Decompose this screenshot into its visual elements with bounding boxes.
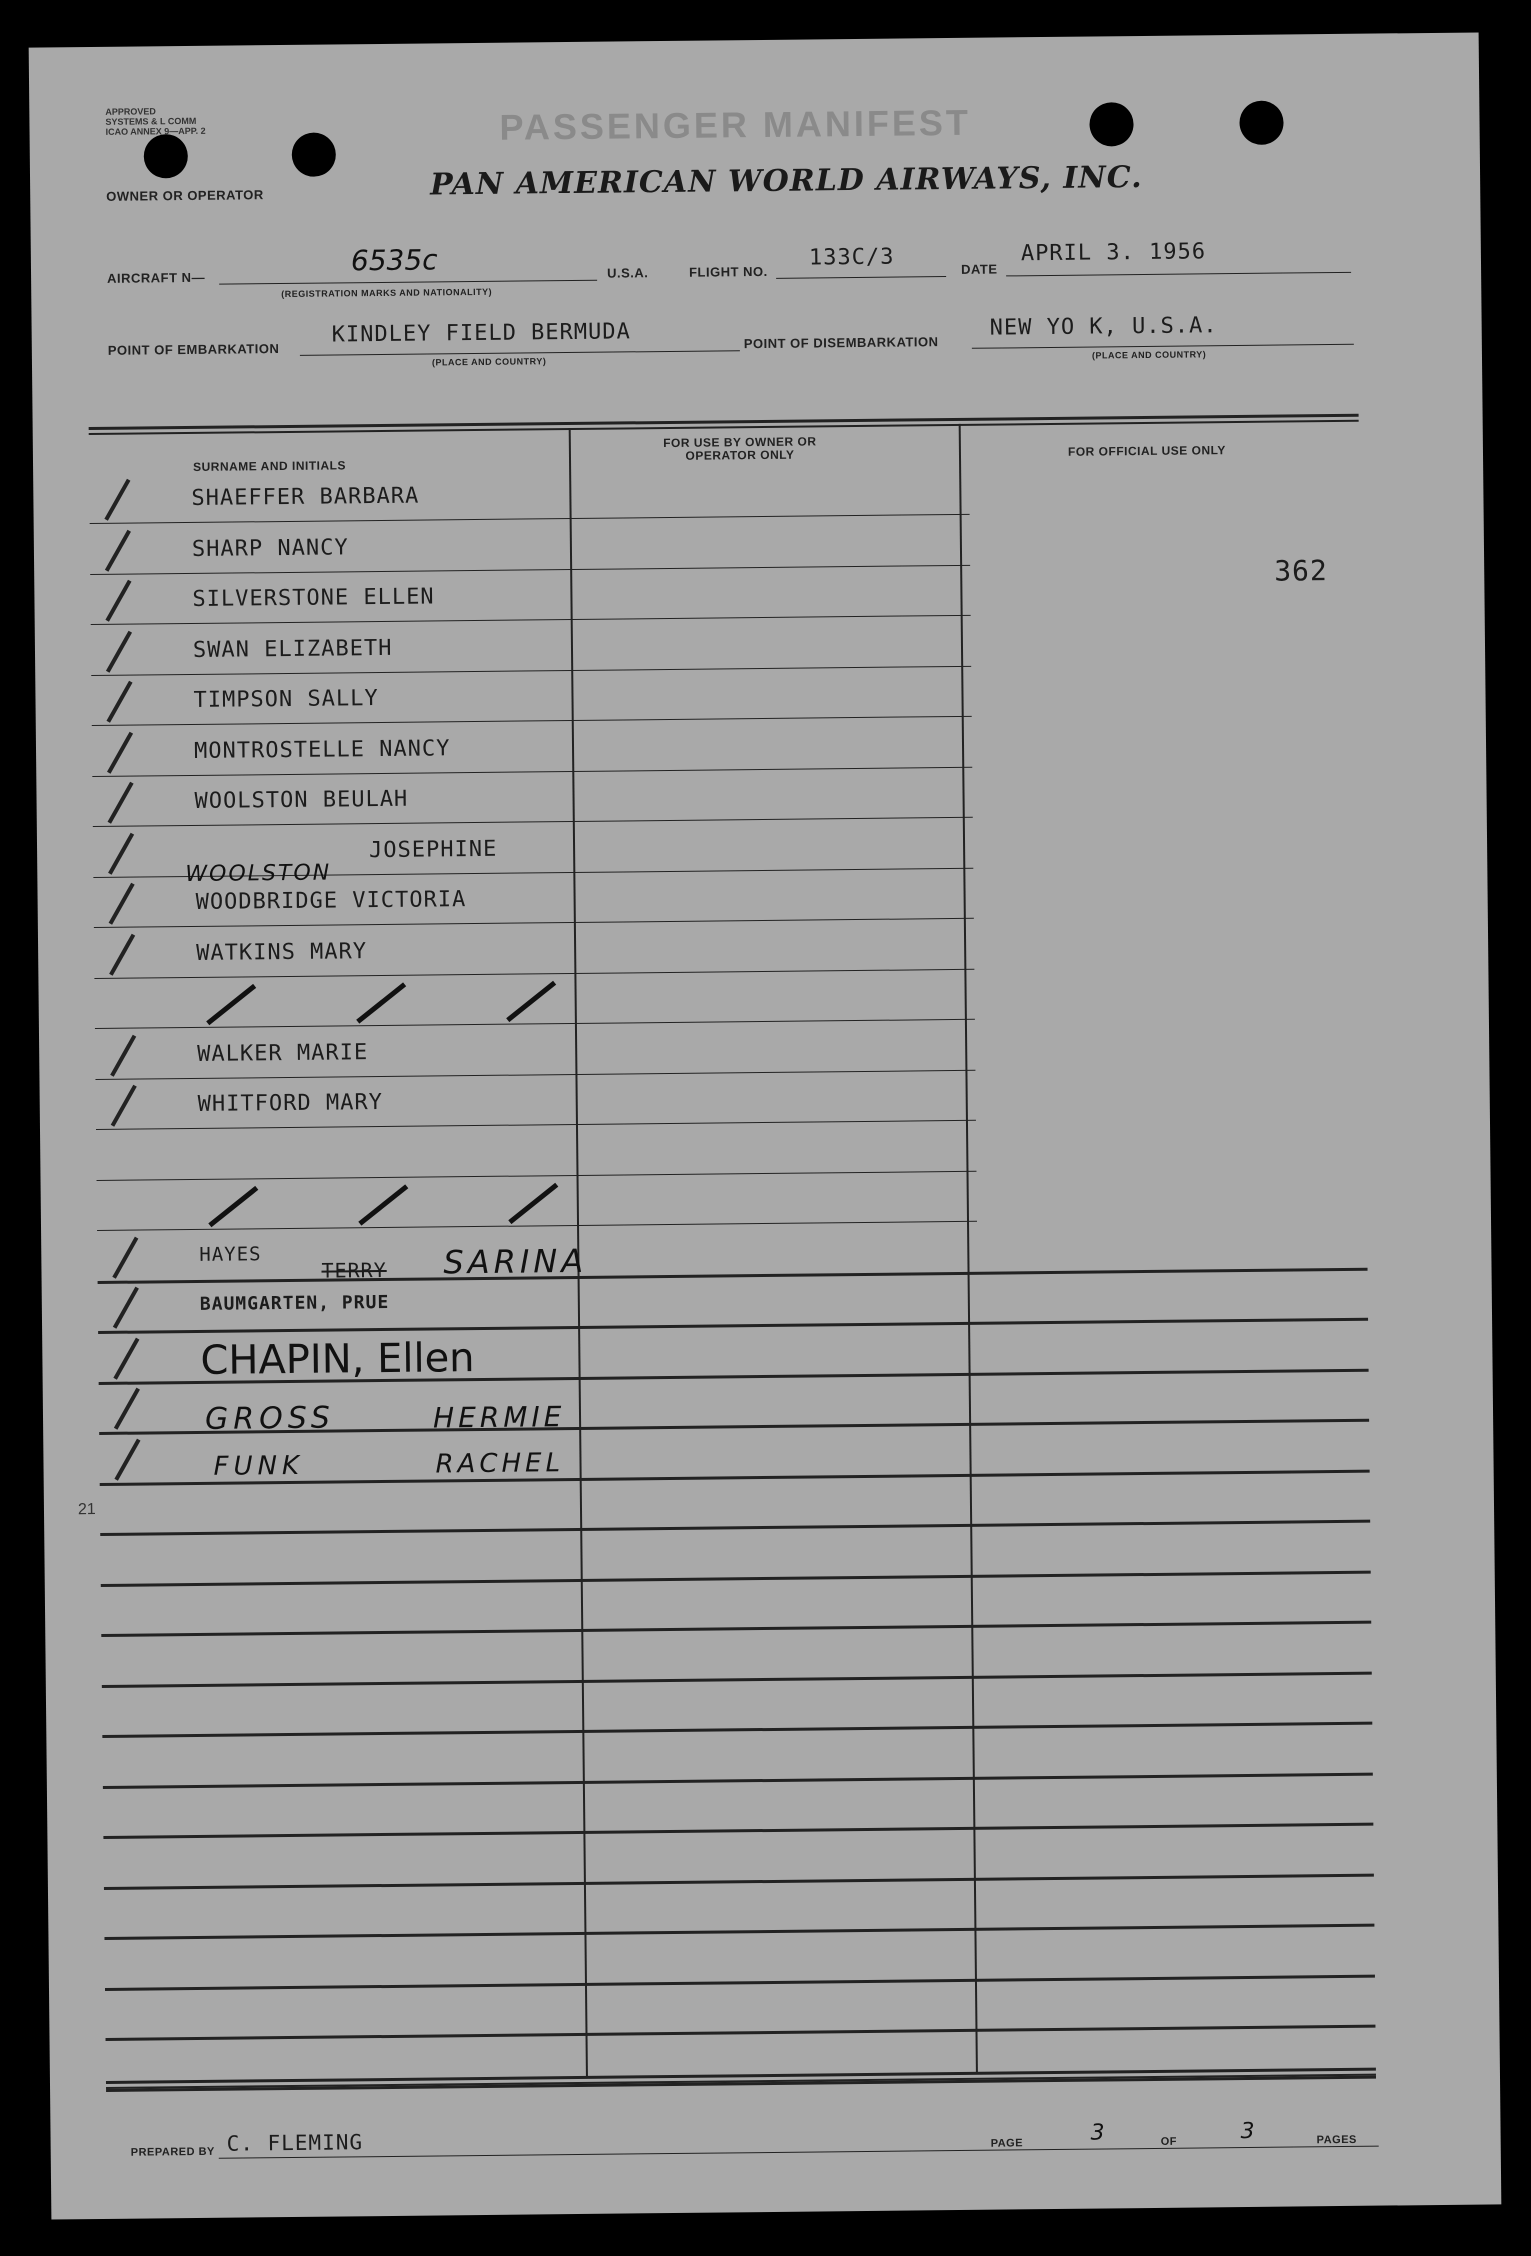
page-value: 3 — [1090, 2120, 1105, 2146]
check-mark — [112, 1237, 138, 1279]
check-mark — [113, 1287, 139, 1329]
cross-out-mark — [508, 1183, 558, 1224]
row-rule — [96, 1120, 976, 1130]
passenger-name: JOSEPHINE — [368, 836, 498, 864]
row-rule — [100, 1520, 1370, 1536]
passenger-name: SWAN ELIZABETH — [192, 635, 393, 663]
row-rule — [98, 1268, 1368, 1284]
row-rule — [104, 1874, 1374, 1890]
date-underline — [1006, 272, 1351, 277]
passenger-name: MONTROSTELLE NANCY — [193, 736, 451, 764]
row-rule — [91, 615, 971, 625]
cross-out-mark — [206, 984, 256, 1025]
row-rule — [101, 1621, 1371, 1637]
disembarkation-label: POINT OF DISEMBARKATION — [743, 334, 939, 352]
row-rule — [105, 1975, 1375, 1991]
approval-note — [105, 106, 205, 137]
passenger-name: SILVERSTONE ELLEN — [192, 584, 435, 612]
check-mark — [109, 934, 135, 976]
passenger-name: WOOLSTON BEULAH — [194, 786, 409, 814]
disembarkation-value: NEW YO K, U.S.A. — [989, 313, 1218, 341]
of-value: 3 — [1240, 2118, 1255, 2145]
footer-underline — [219, 2146, 1379, 2159]
cross-out-mark — [208, 1186, 258, 1227]
row-rule — [106, 2025, 1376, 2041]
check-mark — [106, 631, 132, 673]
date-value: APRIL 3. 1956 — [1020, 239, 1207, 267]
approval-line: SYSTEMS & L COMM — [105, 115, 197, 127]
punch-hole — [292, 132, 336, 176]
check-mark — [114, 1388, 140, 1430]
hayes-struck-name: TERRY — [321, 1257, 387, 1283]
flight-label: FLIGHT NO. — [688, 263, 768, 280]
row-rule — [97, 1171, 977, 1181]
check-mark — [105, 580, 131, 622]
aircraft-underline — [219, 280, 597, 285]
punch-hole — [1239, 101, 1283, 145]
row-rule — [101, 1571, 1371, 1587]
row-rule — [102, 1672, 1372, 1688]
check-mark — [114, 1439, 140, 1481]
passenger-name: WALKER MARIE — [197, 1040, 369, 1067]
embarkation-label: POINT OF EMBARKATION — [107, 341, 280, 358]
aircraft-label: AIRCRAFT N— — [107, 269, 206, 286]
punch-hole — [144, 134, 188, 178]
passenger-name: SHARP NANCY — [191, 535, 349, 562]
prepared-by-label: PREPARED BY — [130, 2145, 215, 2159]
disembarkation-underline — [972, 344, 1354, 349]
flight-underline — [776, 276, 946, 279]
row-rule — [90, 565, 970, 575]
prepared-by-value: C. FLEMING — [226, 2130, 364, 2156]
row-rule — [102, 1722, 1372, 1738]
hayes-first-name: SARINA — [443, 1241, 588, 1282]
embarkation-caption: (PLACE AND COUNTRY) — [431, 356, 547, 368]
column-header-owner: FOR USE BY OWNER OR OPERATOR ONLY — [663, 434, 817, 463]
row-rule — [97, 1221, 977, 1231]
row-rule — [93, 817, 973, 827]
punch-hole — [1089, 102, 1133, 146]
passenger-name: WATKINS MARY — [196, 939, 368, 966]
aircraft-value: 6535c — [350, 243, 438, 278]
official-number: 362 — [1274, 554, 1328, 588]
row-rule — [98, 1318, 1368, 1334]
check-mark — [113, 1338, 139, 1380]
chapin-name: CHAPIN, Ellen — [200, 1335, 475, 1384]
passenger-name: BAUMGARTEN, PRUE — [199, 1291, 390, 1315]
row-number: 21 — [77, 1501, 96, 1519]
passenger-name: WOODBRIDGE VICTORIA — [195, 887, 467, 915]
manifest-sheet — [29, 32, 1502, 2219]
passenger-name: TIMPSON SALLY — [193, 686, 379, 713]
check-mark — [104, 479, 130, 521]
row-rules — [29, 32, 1479, 47]
of-label: OF — [1160, 2135, 1178, 2148]
funk-surname: FUNK — [213, 1450, 305, 1482]
gross-surname: GROSS — [204, 1400, 335, 1437]
check-marks — [29, 32, 1479, 47]
company-name: PAN AMERICAN WORLD AIRWAYS, INC. — [429, 159, 1143, 203]
row-rule — [90, 514, 970, 524]
check-mark — [110, 1035, 136, 1077]
funk-first-name: RACHEL — [435, 1448, 565, 1480]
handwritten-woolston: WOOLSTON — [185, 860, 332, 888]
check-mark — [105, 530, 131, 572]
cross-out-mark — [356, 982, 406, 1023]
owner-label: OWNER OR OPERATOR — [106, 187, 264, 204]
pages-label: PAGES — [1316, 2133, 1357, 2147]
passenger-name: WHITFORD MARY — [197, 1090, 384, 1117]
row-rule — [95, 1019, 975, 1029]
embarkation-value: KINDLEY FIELD BERMUDA — [331, 319, 631, 348]
row-rule — [91, 666, 971, 676]
usa-label: U.S.A. — [606, 265, 649, 281]
row-rule — [94, 969, 974, 979]
row-rule — [104, 1924, 1374, 1940]
column-header-surname: SURNAME AND INITIALS — [192, 458, 347, 474]
registration-caption: (REGISTRATION MARKS AND NATIONALITY) — [281, 286, 493, 300]
check-mark — [107, 732, 133, 774]
approval-line: APPROVED — [105, 106, 156, 117]
check-mark — [111, 1085, 137, 1127]
check-mark — [106, 681, 132, 723]
check-mark — [109, 883, 135, 925]
row-rule — [92, 716, 972, 726]
flight-value: 133C/3 — [808, 244, 895, 271]
cross-out-mark — [358, 1184, 408, 1225]
approval-line: ICAO ANNEX 9—APP. 2 — [105, 125, 206, 137]
gross-first-name: HERMIE — [432, 1400, 566, 1435]
cross-out-mark — [506, 981, 556, 1022]
passenger-name: HAYES — [199, 1243, 262, 1266]
embarkation-underline — [300, 350, 740, 356]
row-rule — [103, 1773, 1373, 1789]
check-mark — [108, 782, 134, 824]
row-rule — [92, 767, 972, 777]
form-title: PASSENGER MANIFEST — [499, 101, 972, 148]
cross-out-marks — [29, 32, 1479, 47]
passenger-name: SHAEFFER BARBARA — [191, 483, 420, 511]
page-label: PAGE — [990, 2137, 1024, 2150]
check-mark — [108, 833, 134, 875]
disembarkation-caption: (PLACE AND COUNTRY) — [1091, 349, 1207, 361]
row-rule — [94, 918, 974, 928]
row-rule — [103, 1823, 1373, 1839]
date-label: DATE — [960, 261, 998, 277]
column-header-official: FOR OFFICIAL USE ONLY — [1067, 443, 1226, 459]
row-rule — [95, 1070, 975, 1080]
